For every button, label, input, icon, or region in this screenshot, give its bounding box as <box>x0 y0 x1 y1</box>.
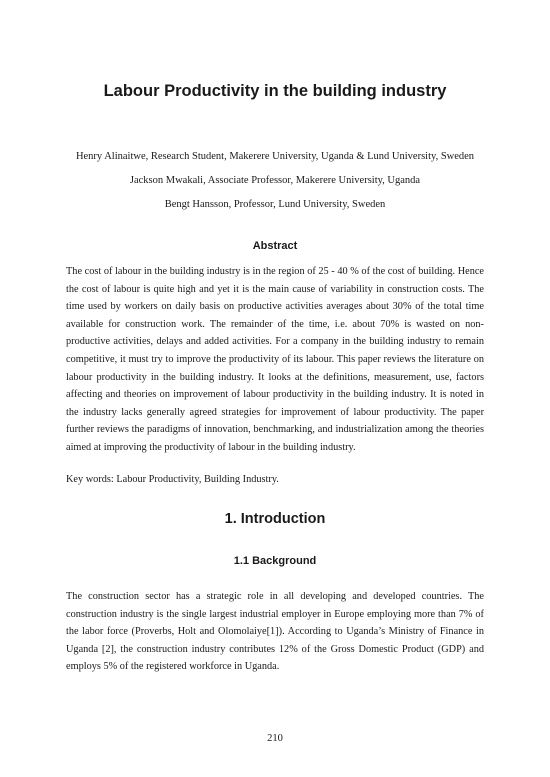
keywords: Key words: Labour Productivity, Building Industry. <box>66 474 279 485</box>
abstract-text: The cost of labour in the building industry is in the region of 25 - 40 % of the cost of building. Hence the cost of labour is quite high and yet it is the main cause of variability in construction costs. The time used by workers on daily basis on productive activities averages about 30% of the total time available for construction work. The remainder of the time, i.e. about 70% is wasted on non-productive activities, delays and added activities. For a company in the building industry to remain competitive, it must try to improve the productivity of its labour. This paper reviews the literature on labour productivity in the building industry. It looks at the definitions, measurement, use, factors affecting and theories on improvement of labour productivity in the building industry. It is noted in the industry lacks generally agreed strategies for improvement of labour productivity. The paper further reviews the paradigms of innovation, benchmarking, and industrialization among the theories aimed at improving the productivity of labour in the building industry. <box>66 266 484 453</box>
page-number: 210 <box>267 733 283 744</box>
author-line-2: Jackson Mwakali, Associate Professor, Makerere University, Uganda <box>129 175 421 186</box>
abstract-heading: Abstract <box>252 240 298 252</box>
author-line-1: Henry Alinaitwe, Research Student, Makerere University, Uganda & Lund University, Sweden <box>75 151 475 162</box>
background-subheading: 1.1 Background <box>233 555 317 567</box>
author-line-3: Bengt Hansson, Professor, Lund University, Sweden <box>164 199 386 210</box>
background-text: The construction sector has a strategic role in all developing and developed countries. The construction industry is the single largest industrial employer in Europe employing more than 7% of the labor force (Proverbs, Holt and Olomolaiye[1]). According to Uganda’s Ministry of Finance in Uganda [2], the construction industry contributes 12% of the Gross Domestic Product (GDP) and employs 5% of the registered workforce in Uganda. <box>66 591 484 673</box>
introduction-heading: 1. Introduction <box>224 511 326 527</box>
paper-title: Labour Productivity in the building industry <box>103 82 447 100</box>
